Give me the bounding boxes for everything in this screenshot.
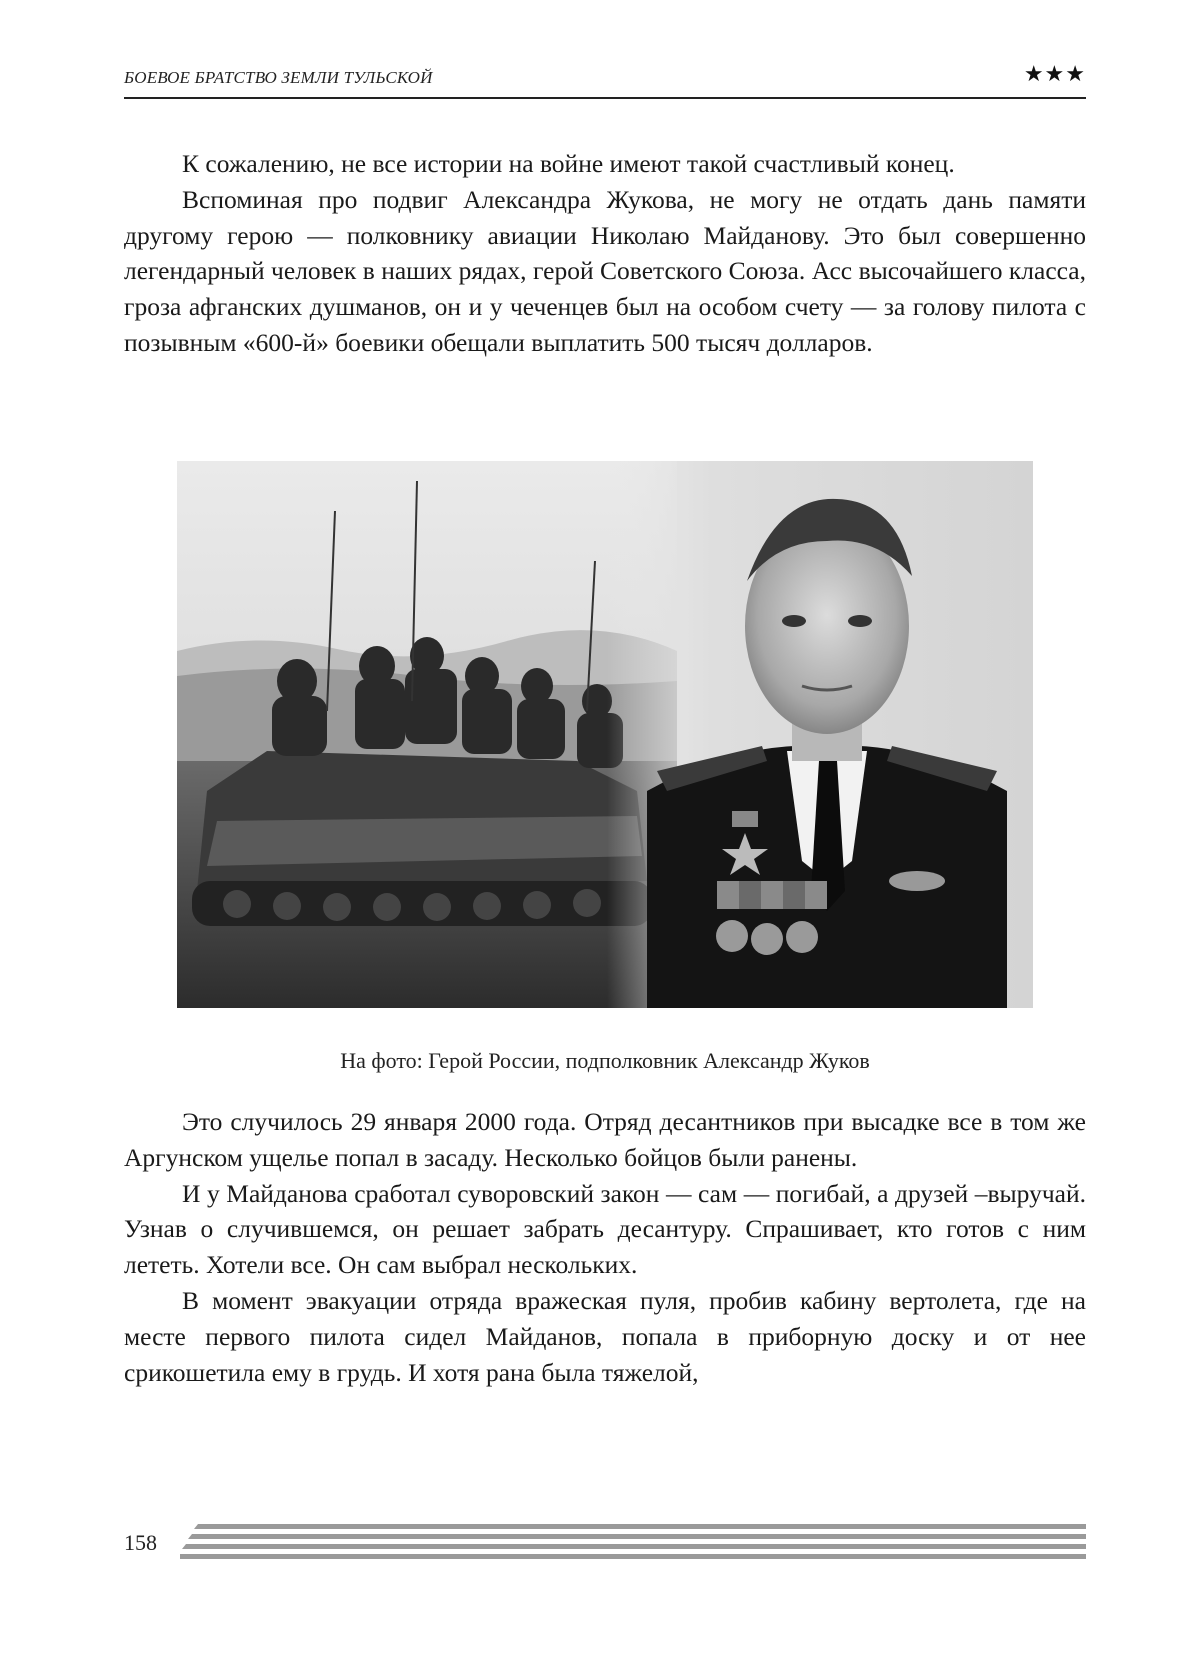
body-text-top [124,146,1086,361]
paragraph: Это случилось 29 января 2000 года. Отряд десантников при высадке все в том же Аргунском ущелье попал в засаду. Несколько бойцов были ранены. [124,1107,1086,1172]
paragraph: Вспоминая про подвиг Александра Жукова, не могу не отдать дань памяти другому герою — полковнику авиации Николаю Майданову. Это был совершенно легендарный человек в наших рядах, герой Советского Союза. Асс высочайшего класса, гроза афганских душманов, он и у чеченцев был на особом счету — за голову пилота с позывным «600-й» боевики обещали выплатить 500 тысяч долларов. [124,184,1086,357]
star-ornament-icon: ★★★ [1023,62,1086,87]
photo-illustration [177,461,1033,1008]
photo-collage [177,461,1033,1008]
body-text-bottom [124,1104,1086,1390]
header-rule [124,97,1086,99]
photo-caption: На фото: Герой России, подполковник Александр Жуков [340,1048,870,1073]
running-header-title: БОЕВОЕ БРАТСТВО ЗЕМЛИ ТУЛЬСКОЙ [124,68,433,87]
paragraph: И у Майданова сработал суворовский закон — сам — погибай, а друзей –выручай. Узнав о случившемся, он решает забрать десантуру. Спрашивает, кто готов с ним лететь. Хотели все. Он сам выбрал нескольких. [124,1178,1086,1280]
running-header [124,62,1086,100]
paragraph: В момент эвакуации отряда вражеская пуля, пробив кабину вертолета, где на месте первого пилота сидел Майданов, попала в приборную доску и от нее срикошетила ему в грудь. И хотя рана была тяжелой, [124,1285,1086,1387]
footer-stripes [180,1524,1086,1560]
page-number: 158 [124,1530,157,1555]
paragraph: К сожалению, не все истории на войне имеют такой счастливый конец. [182,149,955,178]
